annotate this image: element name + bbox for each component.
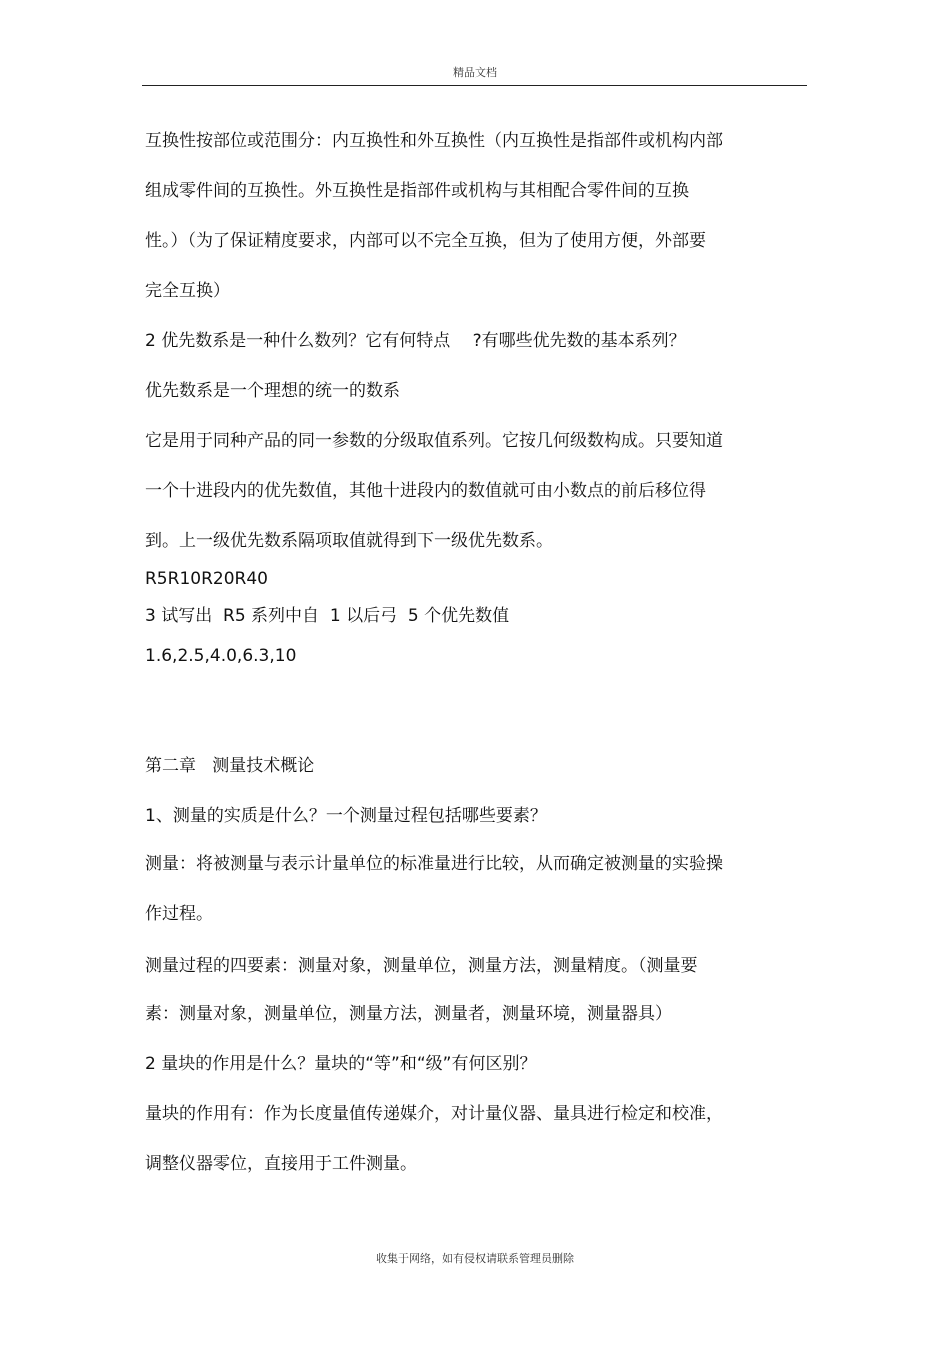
text-line: 作过程。 [145,904,213,924]
text-line: 完全互换） [145,281,230,301]
text-line: 组成零件间的互换性。外互换性是指部件或机构与其相配合零件间的互换 [145,181,689,201]
text-line: 1.6,2.5,4.0,6.3,10 [145,646,297,666]
question-line: 3 试写出 R5 系列中自 1 以后弓 5 个优先数值 [145,606,510,626]
text-line: 它是用于同种产品的同一参数的分级取值系列。它按几何级数构成。只要知道 [145,431,723,451]
text-line: R5R10R20R40 [145,569,268,589]
text-line: 互换性按部位或范围分：内互换性和外互换性（内互换性是指部件或机构内部 [145,131,723,151]
header-divider [142,85,807,86]
text-line: 素：测量对象，测量单位，测量方法，测量者，测量环境，测量器具） [145,1004,672,1024]
question-line: 2 优先数系是一种什么数列？它有何特点 ?有哪些优先数的基本系列？ [145,331,686,351]
text-line: 一个十进段内的优先数值，其他十进段内的数值就可由小数点的前后移位得 [145,481,706,501]
question-line: 1、测量的实质是什么？一个测量过程包括哪些要素？ [145,806,547,826]
text-line: 测量过程的四要素：测量对象，测量单位，测量方法，测量精度。（测量要 [145,956,698,976]
page-header-label: 精品文档 [453,66,497,79]
text-line: 测量：将被测量与表示计量单位的标准量进行比较，从而确定被测量的实验操 [145,854,723,874]
question-line: 2 量块的作用是什么？量块的“等”和“级”有何区别？ [145,1054,537,1074]
text-line: 到。上一级优先数系隔项取值就得到下一级优先数系。 [145,531,553,551]
text-line: 性。）（为了保证精度要求，内部可以不完全互换，但为了使用方便，外部要 [145,231,706,251]
page-footer-label: 收集于网络，如有侵权请联系管理员删除 [376,1252,574,1265]
text-line: 量块的作用有：作为长度量值传递媒介，对计量仪器、量具进行检定和校准， [145,1104,723,1124]
text-line: 调整仪器零位，直接用于工件测量。 [145,1154,417,1174]
text-line: 优先数系是一个理想的统一的数系 [145,381,400,401]
chapter-heading: 第二章 测量技术概论 [145,756,315,776]
